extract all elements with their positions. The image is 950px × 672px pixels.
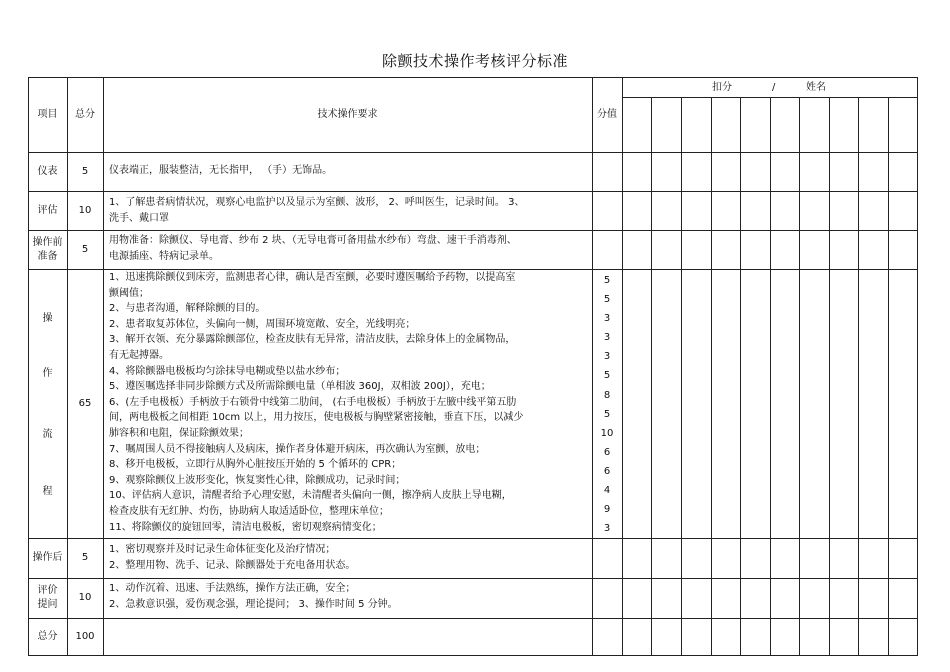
table-rule [28,578,918,579]
row-evaluation-total: 10 [78,592,92,603]
procedure-line: 10、评估病人意识，清醒者给予心理安慰，未清醒者头偏向一侧，擦净病人皮肤上导电糊， [109,490,512,502]
procedure-line: 4、将除颤器电极板均匀涂抹导电糊或垫以盐水纱布； [109,365,346,377]
score-value: 6 [603,446,611,458]
row-appearance-total: 5 [81,165,89,177]
procedure-line: 2、与患者沟通，解释除颤的目的。 [109,303,266,315]
score-value: 3 [603,332,611,344]
table-rule [799,97,800,656]
header-item: 项目 [37,108,58,120]
row-preparation-item: 操作前 准备 [32,236,63,262]
table-rule [917,77,918,656]
row-post-item: 操作后 [32,552,63,563]
header-points: 分值 [597,108,617,120]
table-rule [888,97,889,656]
score-value: 5 [603,275,611,286]
table-rule [28,152,918,153]
row-assessment-item: 评估 [37,204,58,216]
table-rule [740,97,741,656]
row-procedure-total: 65 [78,397,92,409]
score-value: 6 [603,465,611,477]
header-requirements: 技术操作要求 [317,108,378,120]
table-rule [28,655,918,656]
row-appearance-requirements: 仪表端正，服装整洁，无长指甲， （手）无饰品。 [109,165,333,176]
table-rule [651,97,652,656]
table-rule [711,97,712,656]
score-value: 8 [603,389,611,401]
row-preparation-requirements: 用物准备：除颤仪、导电膏、纱布 2 块、（无导电膏可备用盐水纱布）弯盘、速干手消毒剂、 电源插座、特病记录单。 [109,235,517,262]
procedure-line: 8、移开电极板，立即行从胸外心脏按压开始的 5 个循环的 CPR； [109,459,402,471]
table-rule [858,97,859,656]
row-sum-total: 100 [75,630,95,642]
header-slash: / [772,82,776,93]
procedure-line: 间，两电极板之间相距 10cm 以上，用力按压，使电极板与胸壁紧密接触，垂直下压，以减少 [109,412,524,424]
procedure-line: 9、观察除颤仪上波形变化，恢复窦性心律，除颤成功，记录时间； [109,474,406,486]
header-total: 总分 [75,108,95,120]
procedure-line: 2、患者取复苏体位，头偏向一侧，周围环境宽敞、安全，光线明亮； [109,318,416,330]
row-assessment-requirements: 1、了解患者病情状况，观察心电监护以及显示为室颤、波形， 2、呼叫医生，记录时间。 3、 洗手、戴口罩 [109,197,525,224]
procedure-line: 7、嘱周围人员不得接触病人及病床，操作者身体避开病床，再次确认为室颤，放电； [109,443,486,455]
page-title: 除颤技术操作考核评分标准 [381,52,568,70]
table-rule [770,97,771,656]
row-sum-item: 总分 [37,630,58,642]
score-value: 3 [603,313,611,325]
table-rule [28,538,918,539]
procedure-line: 11、将除颤仪的旋钮回零，清洁电极板，密切观察病情变化； [109,521,382,533]
table-rule [681,97,682,656]
table-rule [622,77,623,656]
table-rule [28,191,918,192]
row-procedure-scores [592,271,622,538]
table-rule [829,97,830,656]
table-rule [28,618,918,619]
score-value: 9 [603,504,611,516]
score-value: 3 [603,523,611,535]
table-rule [28,230,918,231]
score-value: 5 [603,370,611,382]
table-rule [103,77,104,656]
score-value: 5 [603,408,611,420]
procedure-line: 5、遵医嘱选择非同步除颤方式及所需除颤电量（单相波 360J，双相波 200J），充电； [109,381,491,393]
procedure-line: 颤阈值； [109,287,149,299]
score-value: 5 [603,294,611,306]
row-appearance-item: 仪表 [37,165,58,177]
row-post-total: 5 [81,552,89,563]
row-evaluation-requirements: 1、动作沉着、迅速、手法熟练，操作方法正确，安全； 2、急救意识强，爱伤观念强，理论提问； 3、操作时间 5 分钟。 [109,583,398,610]
score-value: 3 [603,351,611,363]
row-assessment-total: 10 [78,204,92,216]
procedure-line: 1、迅速携除颤仪到床旁，监测患者心律，确认是否室颤，必要时遵医嘱给予药物，以提高室 [109,272,516,283]
procedure-line: 检查皮肤有无红肿、灼伤，协助病人取适适卧位，整理床单位； [109,505,389,517]
row-procedure-requirements [109,270,523,535]
procedure-line: 肺容积和电阻，保证除颤效果； [109,427,249,439]
header-name-label: 姓名 [806,82,826,93]
header-deduct-label: 扣分 [712,82,732,93]
procedure-line: 有无起搏器。 [109,349,169,361]
procedure-line: 6、(左手电极板）手柄放于右锁骨中线第二肋间， (右手电极板）手柄放于左腋中线平第五肋 [109,396,517,408]
row-preparation-total: 5 [81,243,89,255]
row-post-requirements: 1、密切观察并及时记录生命体征变化及治疗情况； 2、整理用物、洗手、记录、除颤器处于充电备用状态。 [109,544,356,571]
score-value: 10 [600,427,614,439]
score-value: 4 [603,485,611,497]
row-evaluation-item: 评价 提问 [37,585,58,610]
row-procedure-item: 操 作 流 程 [42,313,53,497]
procedure-line: 3、解开衣领、充分暴露除颤部位，检查皮肤有无异常，清洁皮肤，去除身体上的金属物品， [109,334,516,346]
